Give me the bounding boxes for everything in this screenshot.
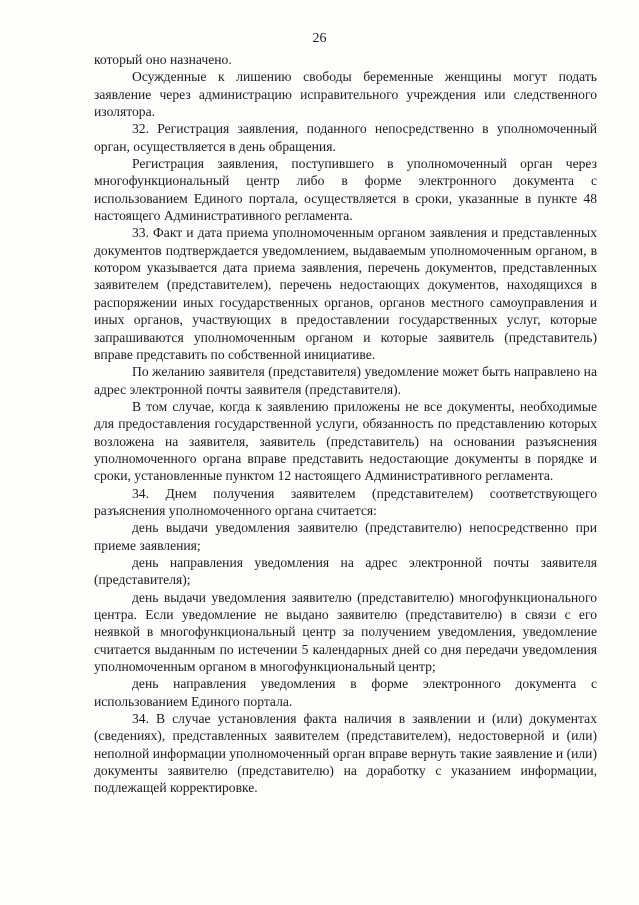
paragraph: 34. В случае установления факта наличия в заявлении и (или) документах (сведениях), представленных заявителем (представителем), недостоверной и (или) неполной информации уполномоченный орган вправе вернуть такие заявление и (или) документы заявителю (представителю) на доработку с указанием информации, подлежащей корректировке. [94,711,597,796]
paragraph: день направления уведомления на адрес электронной почты заявителя (представителя); [94,554,597,588]
paragraph: 33. Факт и дата приема уполномоченным органом заявления и представленных документов подтверждается уведомлением, выдаваемым уполномоченным органом, в котором указывается дата приема заявления, перечень документов, представленных заявителем (представителем), перечень недостающих документов, находящихся в распоряжении иных государственных органов, органов местного самоуправления и иных органов, участвующих в предоставлении государственных услуг, которые запрашиваются уполномоченным органом и которые заявитель (представитель) вправе представить по собственной инициативе. [94,225,597,362]
paragraph: день направления уведомления в форме электронного документа с использованием Единого портала. [94,676,597,709]
paragraph: В том случае, когда к заявлению приложены не все документы, необходимые для предоставления государственной услуги, обязанность по представлению которых возложена на заявителя, заявитель (представитель) на основании разъяснения уполномоченного органа вправе представить недостающие документы в порядке и сроки, установленные пунктом 12 настоящего Административного регламента. [94,398,597,484]
document-body [94,51,597,797]
paragraph: Регистрация заявления, поступившего в уполномоченный орган через многофункциональный центр либо в форме электронного документа с использованием Единого портала, осуществляется в сроки, указанные в пункте 48 настоящего Административного регламента. [94,156,597,224]
paragraph: который оно назначено. [94,52,232,67]
paragraph: день выдачи уведомления заявителю (представителю) непосредственно при приеме заявления; [94,520,597,553]
paragraph: 34. Днем получения заявителем (представителем) соответствующего разъяснения уполномоченного органа считается: [94,485,597,518]
paragraph: 32. Регистрация заявления, поданного непосредственно в уполномоченный орган, осуществляется в день обращения. [94,121,597,154]
page-number: 26 [312,31,327,46]
paragraph: По желанию заявителя (представителя) уведомление может быть направлено на адрес электронной почты заявителя (представителя). [94,364,597,397]
paragraph: день выдачи уведомления заявителю (представителю) многофункционального центра. Если уведомление не выдано заявителю (представителю) в связи с его неявкой в многофункциональный центр за получением уведомления, уведомление считается выданным по истечении 5 календарных дней со дня передачи уведомления уполномоченным органом в многофункциональный центр; [94,589,597,675]
paragraph: Осужденные к лишению свободы беременные женщины могут подать заявление через администрацию исправительного учреждения или следственного изолятора. [94,69,597,120]
